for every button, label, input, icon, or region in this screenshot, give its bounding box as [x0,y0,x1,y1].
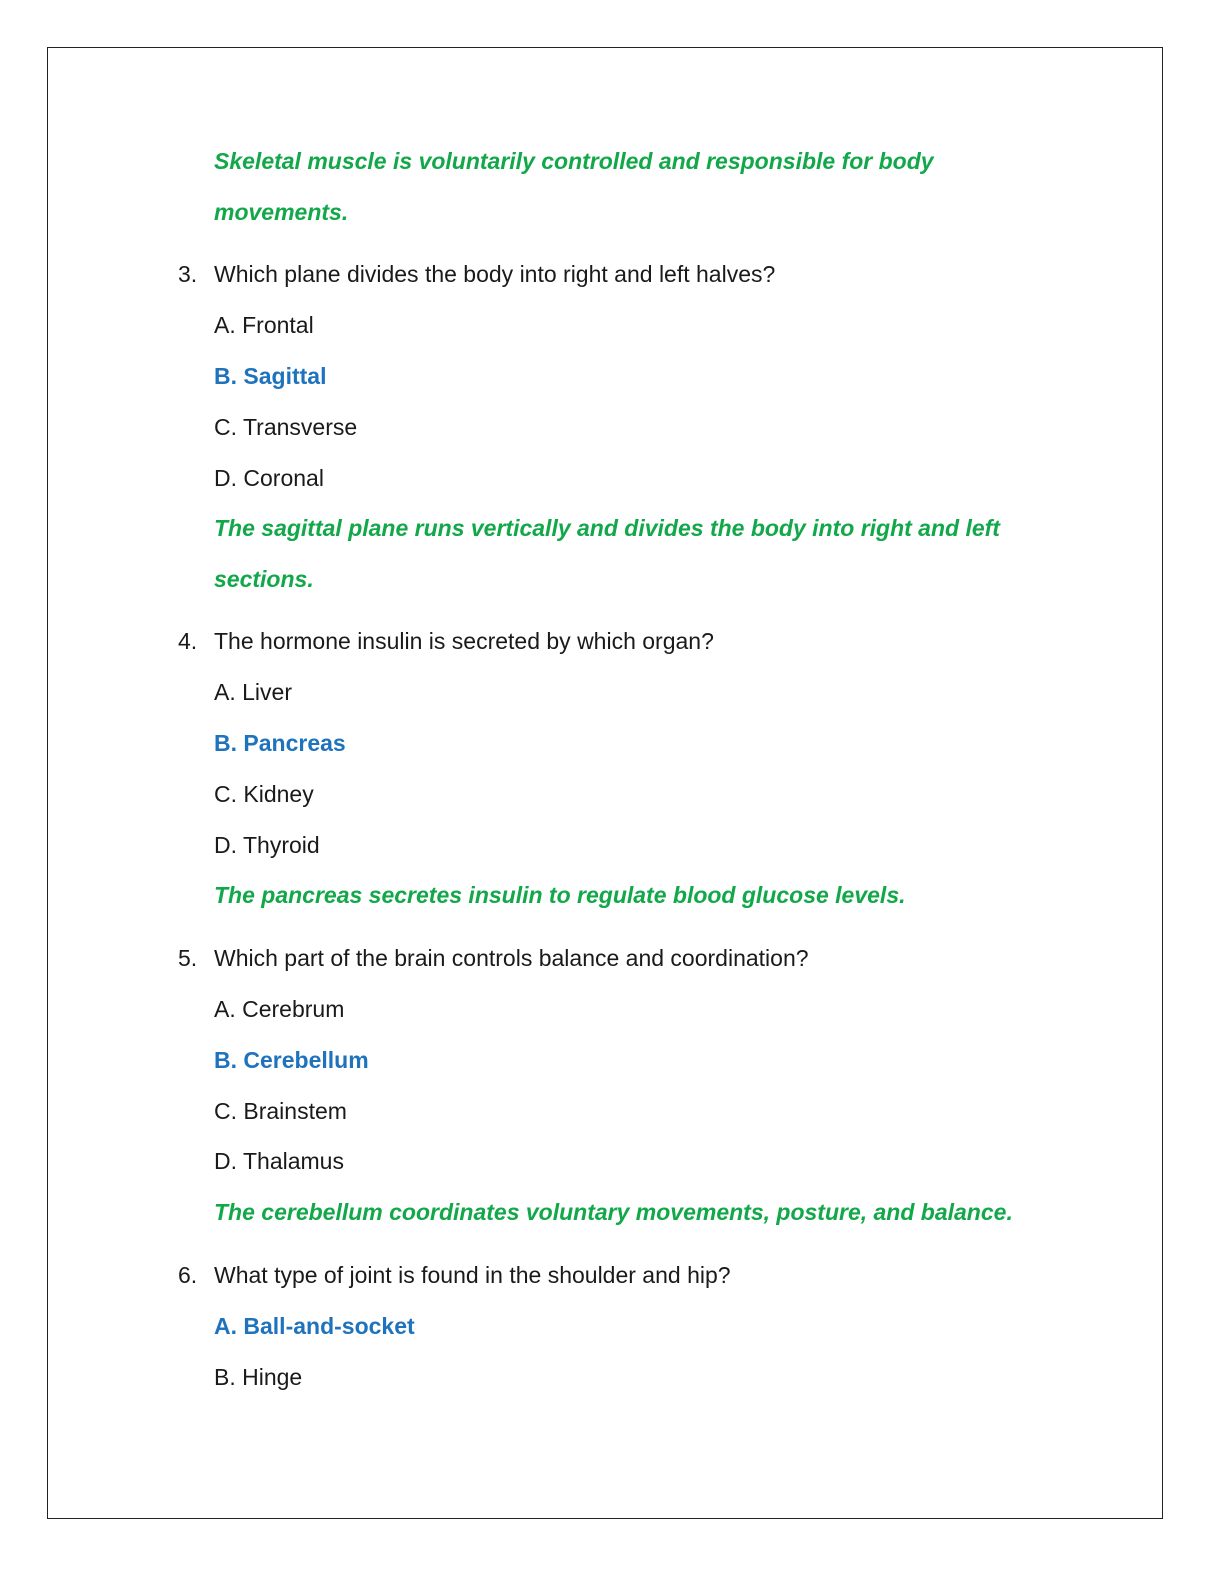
carryover-explanation-line-1: Skeletal muscle is voluntarily controlled and responsible for body [214,148,934,174]
question-5-option-c: C. Brainstem [214,1098,347,1124]
question-3-explanation-line-1: The sagittal plane runs vertically and divides the body into right and left [214,515,1000,541]
question-6-option-a-correct: A. Ball-and-socket [214,1313,415,1339]
question-4-option-d: D. Thyroid [214,832,320,858]
question-4-option-b-correct: B. Pancreas [214,730,346,756]
question-5-number: 5. [178,945,198,971]
question-3-text: Which plane divides the body into right and left halves? [214,261,776,287]
question-3-option-c: C. Transverse [214,414,358,440]
question-4-text: The hormone insulin is secreted by which organ? [214,628,714,654]
question-3-number: 3. [178,261,198,287]
carryover-explanation-line-2: movements. [214,199,349,225]
question-4-option-c: C. Kidney [214,781,314,807]
question-4-number: 4. [178,628,198,654]
question-5-option-d: D. Thalamus [214,1148,344,1174]
question-3-option-b-correct: B. Sagittal [214,363,327,389]
question-5-option-a: A. Cerebrum [214,996,345,1022]
question-4-explanation: The pancreas secretes insulin to regulate blood glucose levels. [214,882,906,908]
question-6-text: What type of joint is found in the shoulder and hip? [214,1262,731,1288]
question-5-option-b-correct: B. Cerebellum [214,1047,369,1073]
question-3-explanation-line-2: sections. [214,566,314,592]
question-3-option-d: D. Coronal [214,465,324,491]
question-6-number: 6. [178,1262,198,1288]
question-5-explanation: The cerebellum coordinates voluntary movements, posture, and balance. [214,1199,1013,1225]
question-4-option-a: A. Liver [214,679,292,705]
question-6-option-b: B. Hinge [214,1364,303,1390]
question-3-option-a: A. Frontal [214,312,314,338]
question-5-text: Which part of the brain controls balance and coordination? [214,945,809,971]
